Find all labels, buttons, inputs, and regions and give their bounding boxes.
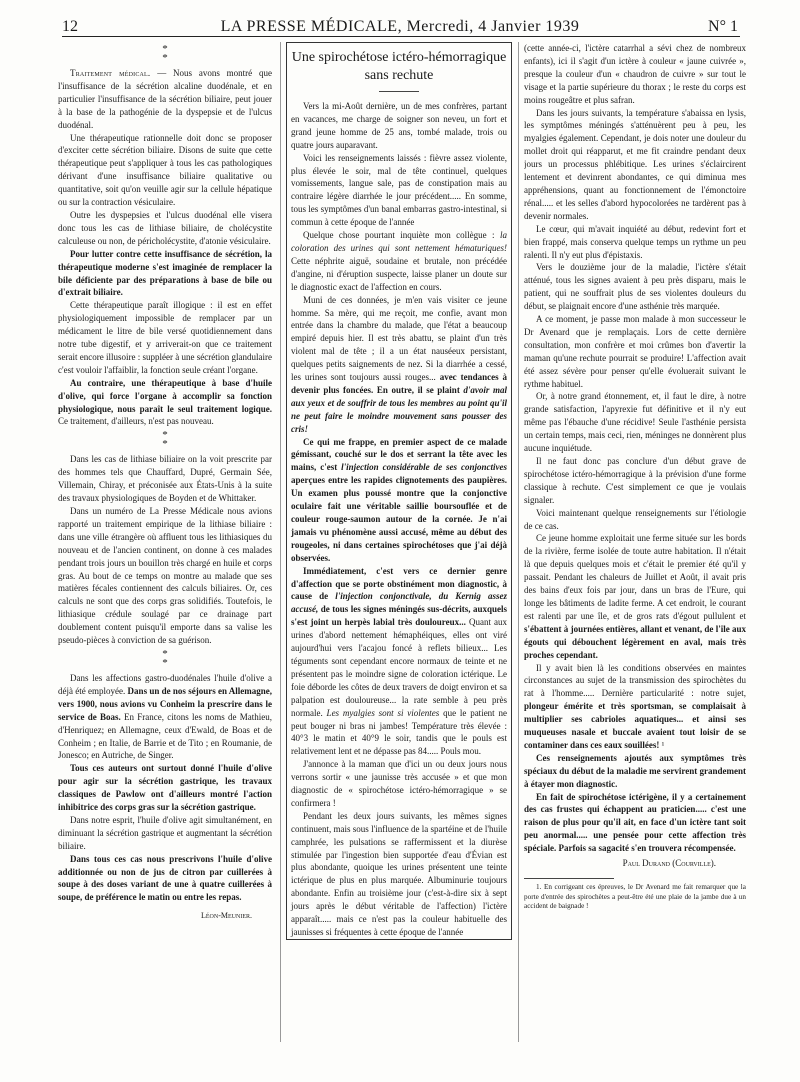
- footnote: 1. En corrigeant ces épreuves, le Dr Avenard me fait remarquer que la porte d'entrée des spirochètes a peut-être été une plaie de la jambe due à un accident de baignade !: [524, 883, 746, 910]
- column-middle: [286, 42, 512, 1072]
- paragraph: Tous ces auteurs ont surtout donné l'huile d'olive pour agir sur la sécrétion gastrique, les travaux classiques de Pawlow ont d'ailleurs montré l'action inhibitrice des corps gras sur la sécrétion gastrique.: [58, 763, 272, 813]
- paragraph: Le cœur, qui m'avait inquiété au début, redevint fort et bien frappé, mais conserva quelque temps un rythme un peu ralenti. Il n'y eut plus d'épistaxis.: [524, 223, 746, 260]
- paragraph: Dans les affections gastro-duodénales l'huile d'olive a déjà été employée. Dans un de nos séjours en Allemagne, vers 1900, nous avions vu Conheim la prescrire dans le service de Boas. En France, citons les noms de Mathieu, d'Henriquez; en Allemagne, ceux d'Ewald, de Boas et de Conheim ; en Italie, de Barrie et de Tito ; en Roumanie, de Jonesco; en Autriche, de Singer.: [58, 672, 272, 761]
- paragraph: Pour lutter contre cette insuffisance de sécrétion, la thérapeutique moderne s'est imaginée de remplacer la bile déficiente par des préparations à base de bile ou d'extrait biliaire.: [58, 248, 272, 298]
- paragraph: Il y avait bien là les conditions observées en maintes circonstances au sujet de la transmission des spirochètes du rat à l'homme..... Dernière particularité : notre sujet, plongeur émérite et très sportsman, se complaisait à multiplier ses cabrioles aquatiques... et ainsi ses muqueuses nasale et buccale avaient tout loisir de se contaminer dans ces eaux souillées! ¹: [524, 662, 746, 750]
- paragraph: Dans un numéro de La Presse Médicale nous avions rapporté un traitement empirique de la lithiase biliaire : dans une ville étrangère où affluent tous les lithiasiques du nouveau et de l'ancien continent, on donne à ces malades pendant trois jours un bouillon très chargé en huile et corps gras. Au bout de ce temps on montre au malade que ses matières fécales contiennent des calculs biliaires. Or, ces calculs ne sont que des corps gras solidifiés. Toutefois, le lithiasique crédule soulagé par ce drainage part doublement content puisqu'il emporte dans sa valise les pseudo-pièces à conviction de sa guérison.: [58, 506, 272, 646]
- paragraph: Traitement médical. — Nous avons montré que l'insuffisance de la sécrétion alcaline duodénale, et en particulier l'insuffisance de la sécrétion biliaire, peut jouer à la base de la pathogénie de la dyspepsie et de l'ulcus duodénal.: [58, 68, 272, 130]
- paragraph: Vers la mi-Août dernière, un de mes confrères, partant en vacances, me charge de soigner son neveu, un fort et grand jeune homme de 25 ans, tombé malade, trois ou quatre jours auparavant.: [291, 101, 507, 150]
- section-stars: * *: [162, 43, 168, 64]
- column-right: [524, 42, 746, 1072]
- paragraph: Voici maintenant quelque renseignements sur l'étiologie de ce cas.: [524, 507, 746, 531]
- author-signature: Léon-Meunier.: [201, 911, 252, 921]
- column-left: [58, 42, 272, 1072]
- paragraph: Ce jeune homme exploitait une ferme située sur les bords de la rivière, ferme isolée de toute autre habitation. Il n'était là que depuis quelques mois et c'était le premier été qu'il y passait. Pendant les chaleurs de Juillet et Août, il avait pris des bains d'eux fois par jour, dans un bras de l'Eure, qui longe les bâtiments de ladite ferme. A cet endroit, le courant est ralenti par une île, et de gros rats d'égout pullulent et s'ébattent à journées entières, allant et venant, de l'île aux égouts qui débouchent légèrement en aval, mais très proches cependant.: [524, 533, 746, 660]
- issue-number: N° 1: [708, 18, 738, 35]
- paragraph: (cette année-ci, l'ictère catarrhal a sévi chez de nombreux enfants), ici il s'agit d'un ictère à couleur « jaune cuivrée », presque la couleur d'un « chaudron de cuivre » sur tout le visage et la partie supérieure du thorax ; le reste du corps est moins rougeâtre et plus safran.: [524, 43, 746, 105]
- page-number: 12: [62, 18, 78, 35]
- column-divider: [518, 42, 519, 1042]
- paragraph: Voici les renseignements laissés : fièvre assez violente, plus élevée le soir, mal de tête continuel, quelques vomissements, langue sale, pas de constipation mais au contraire légère diarrhée le jour précédent..... En somme, tous les symptômes d'un banal embarras gastro-intestinal, si commun à cette époque de l'année: [291, 152, 507, 228]
- paragraph: Muni de ces données, je m'en vais visiter ce jeune homme. Sa mère, qui me reçoit, me confie, avant mon entrée dans la chambre du malade, que l'état a beaucoup empiré depuis hier. Il est très abattu, se plaint d'un très violent mal de tête ; il a un état nauséeux persistant, quelques petits saignements de nez. Si la diarrhée a cessé, les urines sont toujours aussi rouges... avec tendances à devenir plus foncées. En outre, il se plaint d'avoir mal aux yeux et de souffrir de tous les membres au point qu'il ne peut faire le moindre mouvement sans pousser des cris!: [291, 294, 507, 434]
- paragraph: Dans les cas de lithiase biliaire on la voit prescrite par des hommes tels que Chauffard, Dupré, Germain Sée, Villemain, Chiray, et préconisée aux États-Unis à la suite des travaux physiologiques de Boyden et de Whittaker.: [58, 454, 272, 504]
- paragraph: En fait de spirochétose ictérigène, il y a certainement des cas frustes qui échappent au praticien..... c'est une raison de plus pour qu'il ait, en face d'un ictère tant soit peu anormal..... une pensée pour cette affection très spéciale. Parfois sa sagacité s'en trouvera récompensée.: [524, 791, 746, 854]
- title-rule: [379, 91, 419, 92]
- running-head: [62, 14, 738, 38]
- paragraph: Pendant les deux jours suivants, les mêmes signes continuent, mais sous l'influence de la spartéine et de l'huile camphrée, les pulsations se raffermissent et la diurèse stimulée par l'ingestion bien supportée d'eau d'Évian est plus abondante, quoique les urines présentent une teinte ictérique de plus en plus marquée. Albuminurie toujours abondante. Enfin au troisième jour (c'est-à-dire six à sept jours après le début véritable de l'affection) l'ictère apparaît..... mais ce n'est pas la couleur habituelle des jaunisses si fréquentes à cette époque de l'année: [291, 810, 507, 937]
- journal-title: LA PRESSE MÉDICALE, Mercredi, 4 Janvier 1939: [220, 18, 580, 35]
- paragraph: Quelque chose pourtant inquiète mon collègue : la coloration des urines qui sont nettement hématuriques! Cette néphrite aiguë, soudaine et brutale, non précédée d'angine, ni d'éruption suspecte, laisse planer un doute sur le diagnostic exact de l'affection en cours.: [291, 230, 507, 292]
- section-heading: Traitement médical.: [70, 68, 151, 78]
- article-box: [286, 42, 512, 940]
- paragraph: Vers le douzième jour de la maladie, l'ictère s'était atténué, tous les signes avaient à peu près disparu, mais le patient, qui ne souffrait plus de ses violentes douleurs du début, se plaignait encore d'une asthénie très marquée.: [524, 262, 746, 312]
- paragraph: Dans tous ces cas nous prescrivons l'huile d'olive additionnée ou non de jus de citron par cuillerées à soupe à des doses variant de une à quatre cuillerées à soupe, de préférence le matin ou entre les repas.: [58, 853, 272, 903]
- article-title: Une spirochétose ictéro-hémorragique sans rechute: [291, 50, 507, 83]
- paragraph: J'annonce à la maman que d'ici un ou deux jours nous verrons sortir « une jaunisse très accusée » et que mon diagnostic de « spirochétose ictéro-hémorragique » se confirmera !: [291, 759, 507, 808]
- paragraph: Or, à notre grand étonnement, et, il faut le dire, à notre grande satisfaction, l'apyrexie fut définitive et il n'y eut même pas l'ébauche d'une récidive! Seule l'asthénie persista un certain temps, mais ceci, rien, méninges ne donnèrent plus aucune inquiétude.: [524, 391, 746, 454]
- paragraph: Ces renseignements ajoutés aux symptômes très spéciaux du début de la maladie me servirent grandement à étayer mon diagnostic.: [524, 752, 746, 789]
- paragraph: Ce qui me frappe, en premier aspect de ce malade gémissant, couché sur le dos et serrant la tête avec les mains, c'est l'injection considérable de ses conjonctives aperçues entre les rapides clignotements des paupières. Un examen plus poussé montre que la conjonctive oculaire fait une véritable saillie boursouflée et de couleur rouge-saumon autour de la cornée. Je n'ai jamais vu phénomène aussi accusé, même au début des rougeoles, ni dans certaines spirochétoses que j'ai déjà observées.: [291, 436, 507, 563]
- author-signature: Paul Durand (Courville).: [622, 858, 716, 869]
- section-stars: * *: [162, 647, 168, 669]
- paragraph: Immédiatement, c'est vers ce dernier genre d'affection que se porte obstinément mon diagnostic, à cause de l'injection conjonctivale, du Kernig assez accusé, de tous les signes méningés sus-décrits, auxquels s'est joint un herpès labial très douloureux... Quant aux urines d'abord nettement hémaphéiques, elles ont viré aujourd'hui vers l'acajou foncé à reflets bilieux... Les téguments sont cependant encore normaux de teinte et ne présentent pas le moindre signe de coloration ictérique. Le foie déborde les côtes de deux travers de doigt environ et sa palpation est douloureuse... la rate semble à peu près normale. Les myalgies sont si violentes que le patient ne peut bouger ni bras ni jambes! Température très élevée : 40°3 le matin et 40°9 le soir, tandis que le pouls est relativement lent et ne dépasse pas 84..... Pouls mou.: [291, 565, 507, 757]
- column-divider: [280, 42, 281, 1042]
- paragraph: Dans les jours suivants, la température s'abaissa en lysis, les symptômes méningés s'atténuèrent peu à peu, les myalgies également. Cependant, je dois noter une douleur du mollet droit qui réapparut, et me fit craindre pendant deux jours un processus phlébitique. Les urines s'éclaircirent lentement et devinrent abondantes, ce qui diminua mes appréhensions, quant au fonctionnement de l'émonctoire rénal..... et les selles d'abord hypocolorées ne tardèrent pas à devenir normales.: [524, 107, 746, 221]
- paragraph: Cette thérapeutique paraît illogique : il est en effet physiologiquement impossible de remplacer par un médicament le litre de bile versé quotidiennement dans notre tube digestif, et y arriverait-on que ce traitement serait encore illusoire : suppléer à une sécrétion glandulaire c'est vouloir l'affaiblir, la fonction seule créant l'organe.: [58, 300, 272, 375]
- paragraph: Au contraire, une thérapeutique à base d'huile d'olive, qui force l'organe à accomplir sa fonction physiologique, nous paraît le seul traitement logique. Ce traitement, d'ailleurs, n'est pas nouveau.: [58, 377, 272, 427]
- paragraph: Outre les dyspepsies et l'ulcus duodénal elle visera donc tous les cas de lithiase biliaire, de cholécystite calculeuse ou non, de péricholécystite, d'atonie vésiculaire.: [58, 209, 272, 246]
- paragraph: Dans notre esprit, l'huile d'olive agit simultanément, en diminuant la sécrétion gastrique et augmentant la sécrétion biliaire.: [58, 814, 272, 851]
- paragraph: A ce moment, je passe mon malade à mon successeur le Dr Avenard que je remplaçais. Lors de cette dernière consultation, mon confrère et moi crûmes bon d'avertir la maman qu'une rechute pourrait se produire! L'affection avait été assez sévère pour penser qu'elle évoluerait suivant le rythme habituel.: [524, 314, 746, 389]
- footnote-rule: [524, 878, 614, 879]
- paragraph: Une thérapeutique rationnelle doit donc se proposer d'exciter cette sécrétion biliaire. Disons de suite que cette thérapeutique peut s'appliquer à tous les cas pathologiques dérivant d'une insuffisance biliaire qualitative ou quantitative, soit qu'on veuille agir sur la cellule hépatique ou sur la contraction vésiculaire.: [58, 132, 272, 208]
- header-rule: [62, 36, 740, 37]
- paragraph: Il ne faut donc pas conclure d'un début grave de spirochétose ictéro-hémorragique à la prévision d'une forme classique à rechute. C'est simplement ce que je voulais signaler.: [524, 456, 746, 505]
- section-stars: * *: [162, 429, 168, 451]
